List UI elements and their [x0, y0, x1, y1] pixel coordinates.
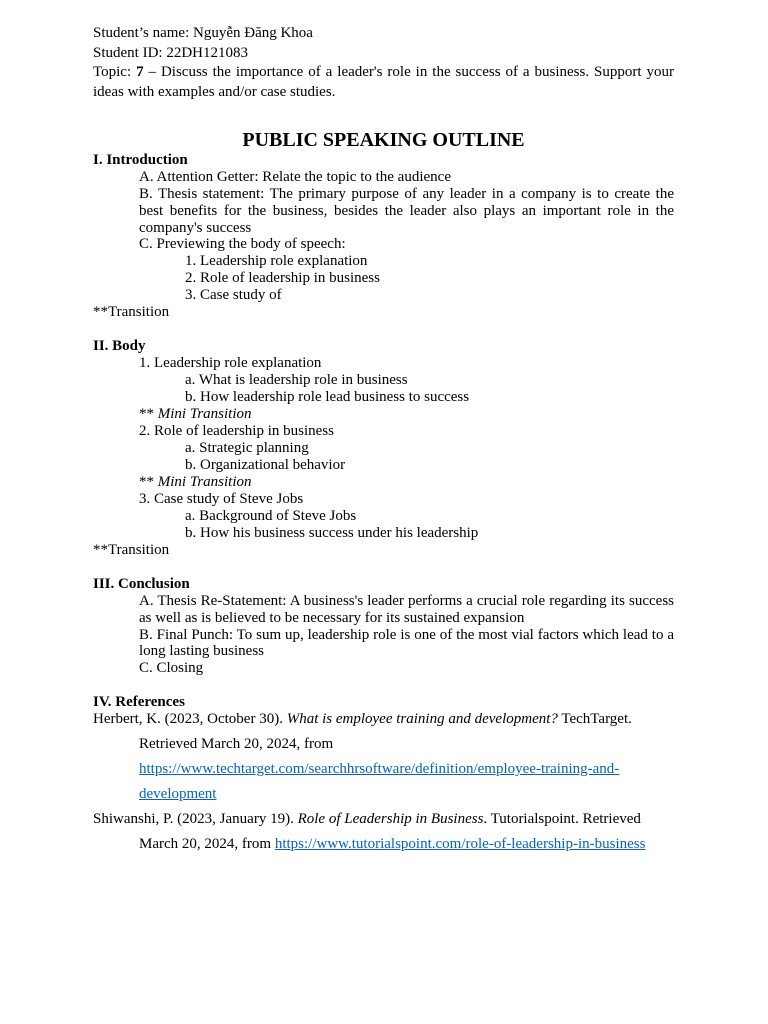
- body-subpoint: a. Strategic planning: [185, 440, 309, 457]
- preview-item: 2. Role of leadership in business: [185, 270, 380, 287]
- topic-number: 7: [136, 64, 144, 80]
- section-references: [93, 694, 674, 857]
- document-title: PUBLIC SPEAKING OUTLINE: [242, 129, 525, 151]
- topic-text: – Discuss the importance of a leader's role in the success of a business. Support your ideas with examples and/or case studies.: [93, 64, 674, 100]
- reference-author: Herbert, K. (2023, October 30).: [93, 710, 287, 727]
- reference-first-line: [93, 807, 674, 832]
- student-id: Student ID: 22DH121083: [93, 44, 248, 61]
- attention-getter: A. Attention Getter: Relate the topic to the audience: [139, 169, 451, 185]
- section-conclusion: [93, 576, 674, 677]
- body-subpoint: b. How his business success under his leadership: [185, 525, 479, 542]
- student-header: [93, 24, 674, 102]
- body-heading: II. Body: [93, 338, 146, 355]
- preview-heading: C. Previewing the body of speech:: [139, 236, 346, 253]
- mini-transition-label: Mini Transition: [157, 474, 252, 491]
- body-subpoint: a. What is leadership role in business: [185, 372, 408, 389]
- mini-transition: [93, 474, 674, 491]
- section-body: [93, 338, 674, 559]
- thesis-statement: B. Thesis statement: The primary purpose of any leader in a company is to create the best benefits for the business, besides the leader also plays an important role in the company's success: [139, 186, 674, 236]
- body-point-2: 2. Role of leadership in business: [139, 423, 334, 440]
- reference-link[interactable]: development: [139, 785, 217, 802]
- body-subpoint: a. Background of Steve Jobs: [185, 508, 357, 525]
- body-transition: **Transition: [93, 542, 170, 559]
- document-page: [93, 24, 674, 857]
- spacer: [93, 321, 674, 338]
- conclusion-heading: III. Conclusion: [93, 575, 190, 592]
- references-heading: IV. References: [93, 693, 185, 710]
- reference-link[interactable]: https://www.techtarget.com/searchhrsoftware/definition/employee-training-and-: [139, 760, 620, 777]
- mini-transition: [93, 406, 674, 423]
- body-subpoint: b. How leadership role lead business to success: [185, 389, 470, 406]
- reference-first-line: [93, 711, 674, 728]
- student-name: Student’s name: Nguyễn Đăng Khoa: [93, 25, 313, 41]
- reference-entry: [93, 807, 674, 857]
- spacer: [93, 559, 674, 576]
- reference-author: Shiwanshi, P. (2023, January 19).: [93, 810, 298, 827]
- thesis-restatement: A. Thesis Re-Statement: A business's leader performs a crucial role regarding its success as well as is believed to be necessary for its sustained expansion: [139, 592, 674, 626]
- reference-title: What is employee training and development?: [286, 710, 558, 727]
- reference-retrieved: March 20, 2024, from: [139, 835, 275, 852]
- section-introduction: [93, 152, 674, 321]
- closing: C. Closing: [139, 660, 204, 677]
- reference-link-line: [93, 757, 674, 782]
- reference-retrieved: Retrieved March 20, 2024, from: [139, 735, 334, 752]
- reference-link[interactable]: https://www.tutorialspoint.com/role-of-leadership-in-business: [274, 835, 646, 852]
- final-punch: B. Final Punch: To sum up, leadership role is one of the most vial factors which lead to a long lasting business: [139, 626, 674, 660]
- mini-transition-label: Mini Transition: [157, 406, 252, 423]
- intro-transition: **Transition: [93, 304, 170, 321]
- body-subpoint: b. Organizational behavior: [185, 457, 346, 474]
- preview-item: 1. Leadership role explanation: [185, 253, 368, 270]
- topic-line: [93, 63, 674, 102]
- reference-title: Role of Leadership in Business: [297, 810, 484, 827]
- mini-transition-prefix: **: [139, 406, 158, 423]
- body-point-1: 1. Leadership role explanation: [139, 355, 322, 372]
- introduction-heading: I. Introduction: [93, 152, 188, 168]
- reference-publisher: TechTarget.: [557, 710, 632, 727]
- topic-prefix: Topic:: [93, 64, 137, 80]
- mini-transition-prefix: **: [139, 474, 158, 491]
- reference-link-line: [93, 782, 674, 807]
- body-point-3: 3. Case study of Steve Jobs: [139, 491, 304, 508]
- reference-publisher: . Tutorialspoint. Retrieved: [483, 810, 641, 827]
- reference-entry: [93, 711, 674, 807]
- reference-retrieved-line: [93, 832, 674, 857]
- preview-item: 3. Case study of: [185, 287, 282, 304]
- spacer: [93, 677, 674, 694]
